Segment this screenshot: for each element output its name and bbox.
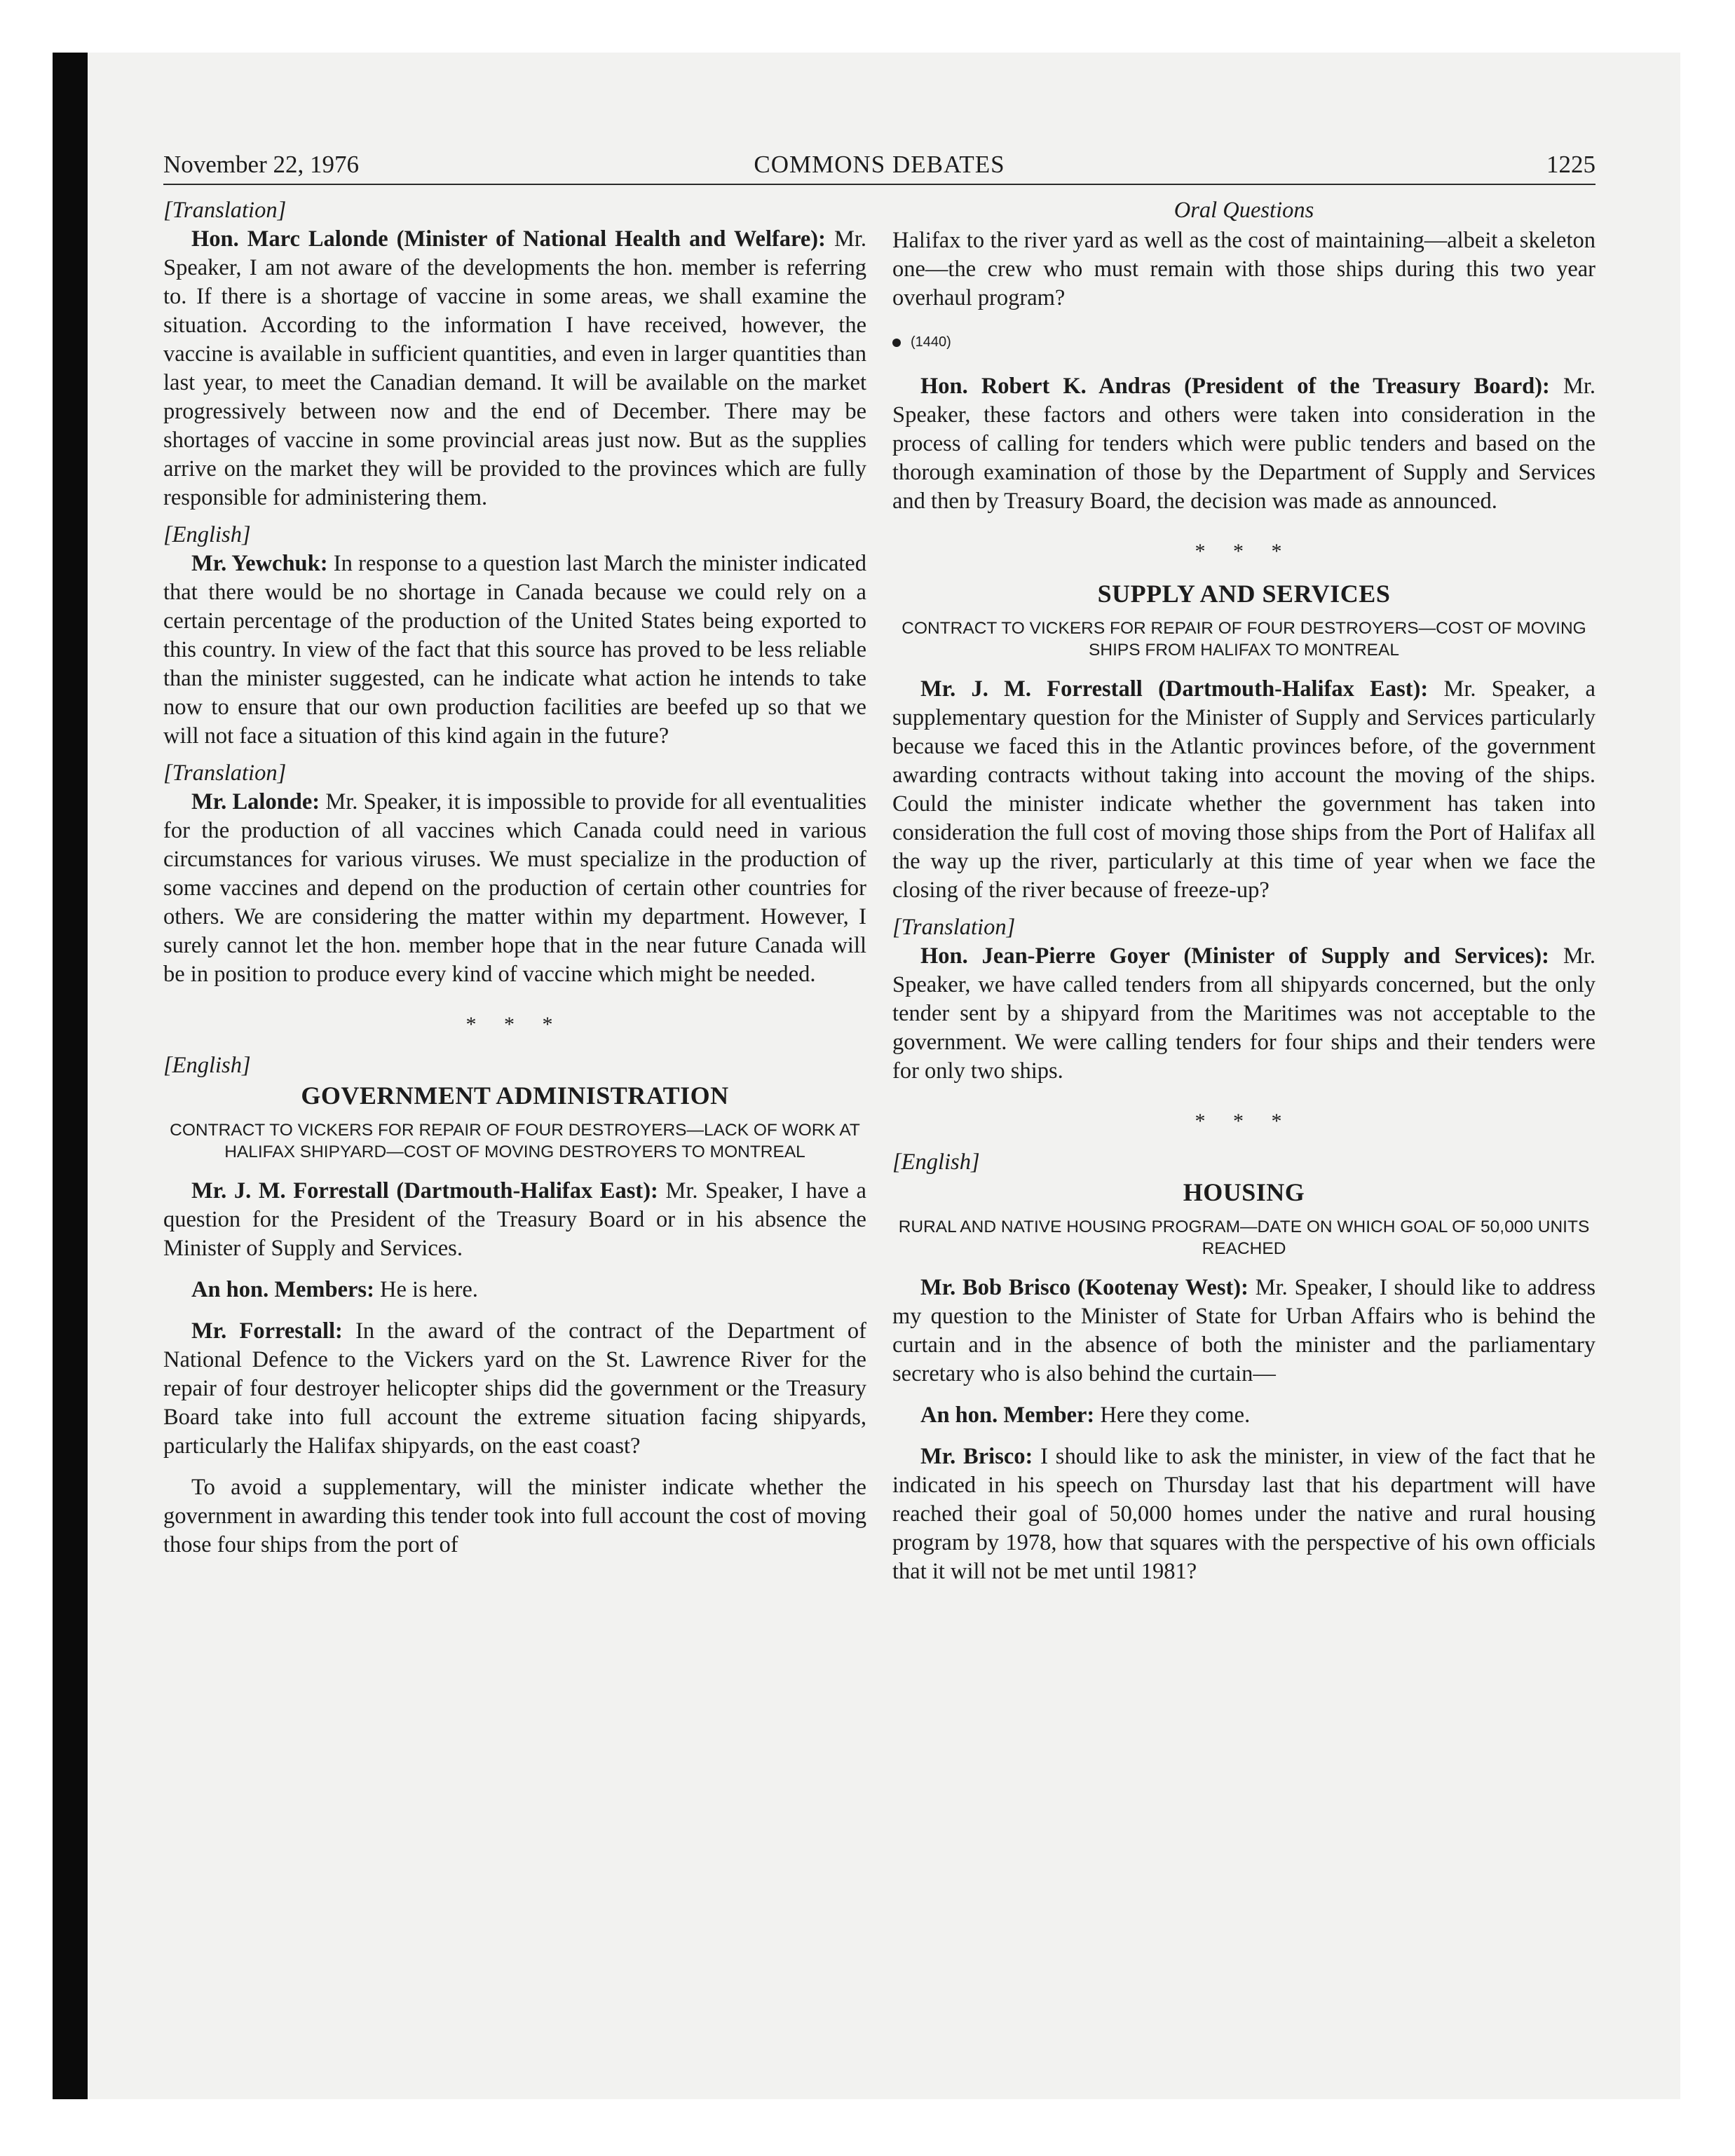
speech-paragraph	[892, 675, 1595, 905]
speech-paragraph	[892, 1442, 1595, 1586]
speech-text: Mr. Speaker, we have called tenders from all shipyards concerned, but the only tender sent by a shipyard from the Maritimes was not acceptable to the government. We were calling tenders for four ships and their tenders were for only two ships.	[892, 943, 1595, 1084]
speech-paragraph: To avoid a supplementary, will the minister indicate whether the government in awarding this tender took into full account the cost of moving those four ships from the port of	[163, 1475, 866, 1557]
binding-edge	[53, 53, 88, 2099]
speech-text: In the award of the contract of the Department of National Defence to the Vickers yard on the St. Lawrence River for the repair of four destroyer helicopter ships did the government or the Treasury Board take into full account the extreme situation facing shipyards, particularly the Halifax shipyards, on the east coast?	[163, 1318, 866, 1459]
language-tag: [Translation]	[163, 760, 287, 786]
speech-paragraph	[892, 1401, 1595, 1430]
section-separator: * * *	[1195, 1110, 1293, 1133]
speech-paragraph	[163, 1276, 866, 1304]
speech-text: Mr. Speaker, these factors and others were taken into consideration in the process of calling for tenders which were public tenders and based on the thorough examination of those by the Department of Supply and Services and then by Treasury Board, the decision was made as announced.	[892, 374, 1595, 514]
language-tag: [English]	[892, 1149, 980, 1175]
speech-paragraph	[163, 550, 866, 751]
right-column	[892, 196, 1595, 1586]
speech-text: I should like to ask the minister, in view of the fact that he indicated in his speech on Thursday last that his department will have reached their goal of 50,000 homes under the native and rural housing program by 1978, how that squares with the perspective of his own officials that it will not be met until 1981?	[892, 1444, 1595, 1584]
section-subheading: RURAL AND NATIVE HOUSING PROGRAM—DATE ON WHICH GOAL OF 50,000 UNITS REACHED	[898, 1217, 1590, 1258]
speech-text: Mr. Speaker, I am not aware of the developments the hon. member is referring to. If there is a shortage of vaccine in some areas, we shall examine the situation. According to the information I have received, however, the vaccine is available in sufficient quantities, and even in larger quantities than last year, to meet the Canadian demand. It will be available on the market progressively between now and the end of December. There may be shortages of vaccine in some provincial areas just now. But as the supplies arrive on the market they will be provided to the provinces which are fully responsible for administering them.	[163, 226, 866, 510]
section-separator: * * *	[1195, 540, 1293, 563]
page-header	[163, 147, 1595, 182]
speech-text: Mr. Speaker, a supplementary question for the Minister of Supply and Services particularly because we faced this in the Atlantic provinces before, of the government awarding contracts without taking into account the moving of the ships. Could the minister indicate whether the government has taken into consideration the full cost of moving those ships from the Port of Halifax all the way up the river, particularly at this time of year when we face the closing of the river because of freeze-up?	[892, 676, 1595, 903]
bullet-icon	[892, 339, 901, 347]
speech-text: Mr. Speaker, it is impossible to provide for all eventualities for the production of all vaccines which Canada could need in various circumstances for various viruses. We must specialize in the production of some vaccines and depend on the production of certain other countries for others. We are considering the matter within my department. However, I surely cannot let the hon. member hope that in the near future Canada will be in position to produce every kind of vaccine which might be needed.	[163, 789, 866, 987]
header-title: COMMONS DEBATES	[754, 151, 1005, 178]
speaker-name: Hon. Marc Lalonde (Minister of National Health and Welfare):	[191, 226, 826, 252]
speech-text: Here they come.	[1094, 1403, 1251, 1428]
speech-paragraph	[892, 1274, 1595, 1389]
speaker-name: Mr. J. M. Forrestall (Dartmouth-Halifax East):	[920, 676, 1429, 702]
speaker-name: Mr. Bob Brisco (Kootenay West):	[920, 1275, 1248, 1300]
speech-text: Mr. Speaker, I should like to address my question to the Minister of State for Urban Affairs who is behind the curtain and in the absence of both the minister and the parliamentary secretary who is also behind the curtain—	[892, 1275, 1596, 1386]
section-heading: SUPPLY AND SERVICES	[1097, 580, 1391, 608]
time-marker	[892, 328, 1595, 357]
speech-paragraph: Halifax to the river yard as well as the cost of maintaining—albeit a skeleton one—the crew who must remain with those ships during this two year overhaul program?	[892, 228, 1595, 311]
running-section-label: Oral Questions	[1173, 198, 1314, 223]
speech-paragraph	[892, 942, 1595, 1086]
speech-paragraph	[163, 225, 866, 512]
speaker-name: Mr. Forrestall:	[191, 1318, 343, 1344]
section-separator: * * *	[465, 1013, 564, 1036]
speaker-name: Mr. J. M. Forrestall (Dartmouth-Halifax East):	[191, 1178, 658, 1203]
left-column	[163, 196, 866, 1560]
section-subheading: CONTRACT TO VICKERS FOR REPAIR OF FOUR DESTROYERS—LACK OF WORK AT HALIFAX SHIPYARD—COST OF MOVING DESTROYERS TO MONTREAL	[170, 1121, 860, 1161]
section-heading: GOVERNMENT ADMINISTRATION	[301, 1082, 729, 1110]
speech-paragraph	[163, 1317, 866, 1461]
section-subheading: CONTRACT TO VICKERS FOR REPAIR OF FOUR DESTROYERS—COST OF MOVING SHIPS FROM HALIFAX TO MONTREAL	[901, 619, 1586, 660]
language-tag: [Translation]	[892, 915, 1016, 940]
speech-paragraph	[163, 788, 866, 989]
language-tag: [English]	[163, 1053, 251, 1078]
language-tag: [English]	[163, 522, 251, 547]
header-page-number: 1225	[1546, 151, 1595, 178]
language-tag: [Translation]	[163, 198, 287, 223]
speech-text: In response to a question last March the minister indicated that there would be no shortage in Canada because we could rely on a certain percentage of the production of the United States being exported to this country. In view of the fact that this source has proved to be less reliable than the minister suggested, can he indicate what action he intends to take now to ensure that our own production facilities are beefed up so that we will not face a situation of this kind again in the future?	[163, 551, 866, 749]
speaker-name: Hon. Jean-Pierre Goyer (Minister of Supply and Services):	[920, 943, 1549, 969]
speaker-name: Hon. Robert K. Andras (President of the Treasury Board):	[920, 374, 1550, 399]
speech-text: Mr. Speaker, I have a question for the President of the Treasury Board or in his absence the Minister of Supply and Services.	[163, 1178, 866, 1261]
speaker-name: An hon. Members:	[191, 1277, 374, 1302]
speech-paragraph	[163, 1177, 866, 1263]
time-stamp: (1440)	[911, 334, 951, 350]
speech-paragraph	[892, 372, 1595, 516]
speaker-name: Mr. Yewchuk:	[191, 551, 328, 576]
section-heading: HOUSING	[1183, 1178, 1305, 1206]
speaker-name: Mr. Lalonde:	[191, 789, 320, 814]
header-date: November 22, 1976	[163, 151, 359, 178]
speaker-name: An hon. Member:	[920, 1403, 1095, 1428]
speaker-name: Mr. Brisco:	[920, 1444, 1033, 1469]
speech-text: He is here.	[374, 1277, 478, 1302]
header-rule	[163, 184, 1595, 185]
